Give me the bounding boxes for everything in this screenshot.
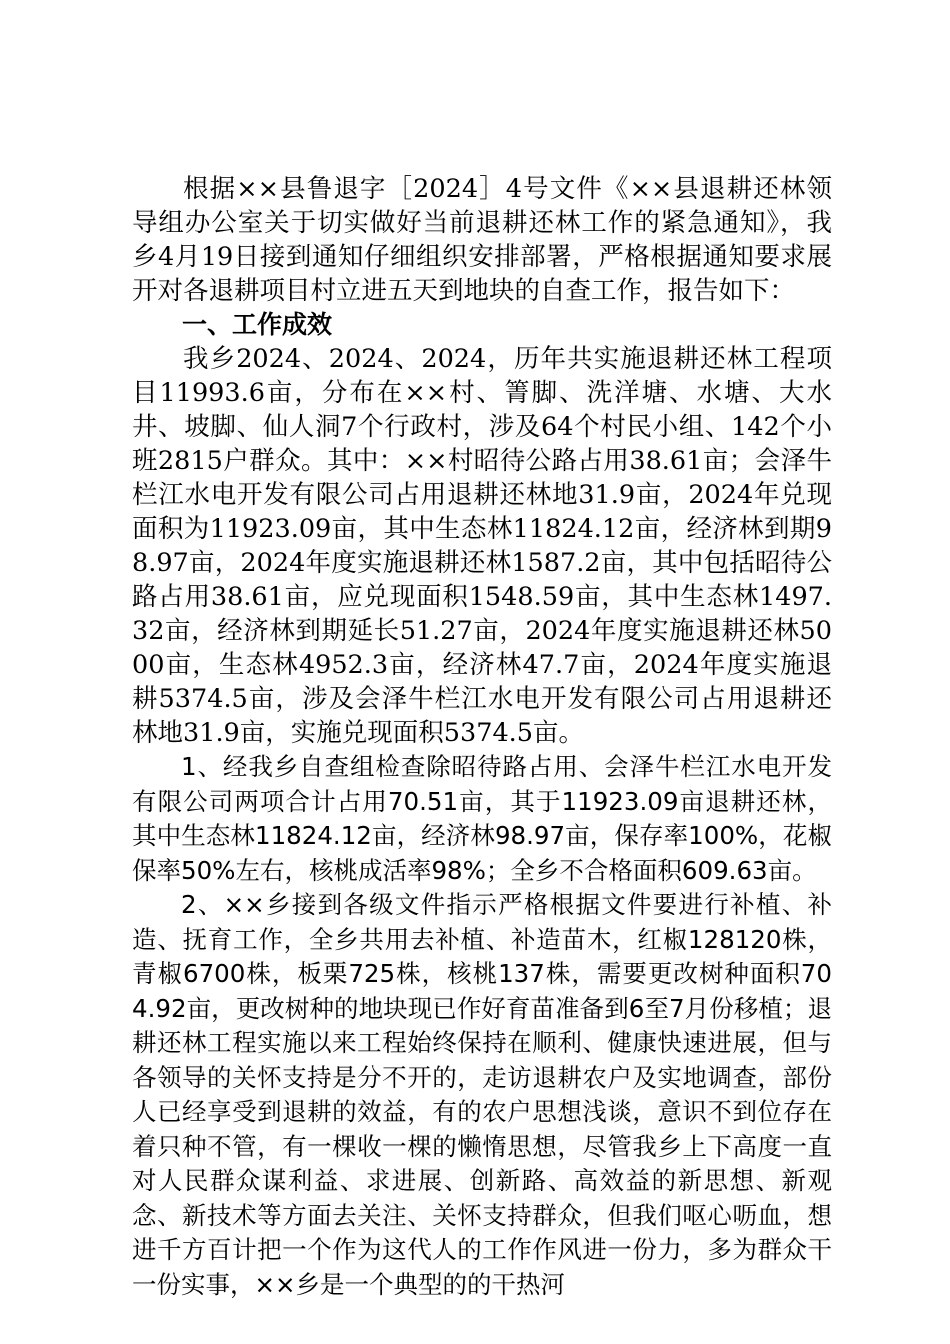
achievements-paragraph: 我乡2024、2024、2024，历年共实施退耕还林工程项目11993.6亩，分布在××村、箐脚、洗洋塘、水塘、大水井、坡脚、仙人洞7个行政村，涉及64个村民小组、142个小班2815户群众。其中：××村昭待公路占用38.61亩；会泽牛栏江水电开发有限公司占用退耕还林地31.9亩，2024年兑现面积为11923.09亩，其中生态林11824.12亩，经济林到期98.97亩，2024年度实施退耕还林1587.2亩，其中包括昭待公路占用38.61亩，应兑现面积1548.59亩，其中生态林1497.32亩，经济林到期延长51.27亩，2024年度实施退耕还林5000亩，生态林4952.3亩，经济林47.7亩，2024年度实施退耕5374.5亩，涉及会泽牛栏江水电开发有限公司占用退耕还林地31.9亩，实施兑现面积5374.5亩。 <box>132 344 832 748</box>
section-heading: 一、工作成效 <box>182 310 333 339</box>
document-page <box>132 172 832 1302</box>
inspection-paragraph: 1、经我乡自查组检查除昭待路占用、会泽牛栏江水电开发有限公司两项合计占用70.51亩，其于11923.09亩退耕还林，其中生态林11824.12亩，经济林98.97亩，保存率100%，花椒保率50%左右，核桃成活率98%；全乡不合格面积609.63亩。 <box>132 752 832 885</box>
replanting-paragraph: 2、××乡接到各级文件指示严格根据文件要进行补植、补造、抚育工作，全乡共用去补植、补造苗木，红椒128120株，青椒6700株，板栗725株，核桃137株，需要更改树种面积704.92亩，更改树种的地块现已作好育苗准备到6至7月份移植；退耕还林工程实施以来工程始终保持在顺利、健康快速进展，但与各领导的关怀支持是分不开的，走访退耕农户及实地调查，部份人已经享受到退耕的效益，有的农户思想浅谈，意识不到位存在着只种不管，有一棵收一棵的懒惰思想，尽管我乡上下高度一直对人民群众谋利益、求进展、创新路、高效益的新思想、新观念、新技术等方面去关注、关怀支持群众，但我们呕心呖血，想进千方百计把一个作为这代人的工作作风进一份力，多为群众干一份实事，××乡是一个典型的的干热河 <box>132 890 832 1299</box>
intro-paragraph: 根据××县鲁退字［2024］4号文件《××县退耕还林领导组办公室关于切实做好当前退耕还林工作的紧急通知》，我乡4月19日接到通知仔细组织安排部署，严格根据通知要求展开对各退耕项目村立进五天到地块的自查工作，报告如下： <box>132 174 832 306</box>
